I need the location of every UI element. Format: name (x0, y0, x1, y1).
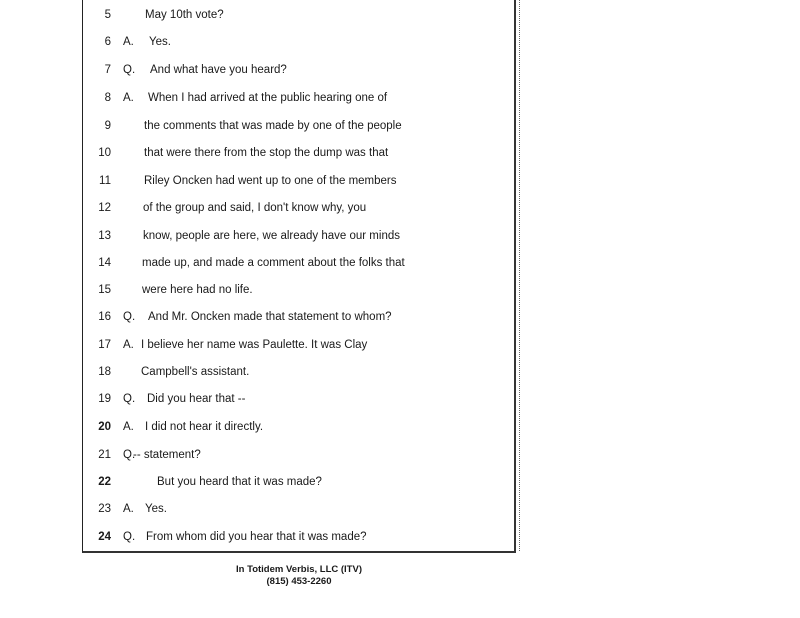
transcript-line (83, 417, 513, 437)
line-number: 17 (98, 339, 111, 351)
line-number: 13 (98, 230, 111, 242)
speaker-label: Q. (123, 311, 136, 323)
line-text: I did not hear it directly. (145, 421, 264, 433)
line-text: May 10th vote? (145, 9, 224, 21)
transcript-line (83, 198, 513, 218)
speaker-label: Q. (123, 64, 136, 76)
line-text: And Mr. Oncken made that statement to whom? (148, 311, 392, 323)
transcript-line (83, 472, 513, 492)
line-text: of the group and said, I don't know why, you (143, 202, 367, 214)
transcript-line (83, 171, 513, 191)
line-number: 10 (98, 147, 111, 159)
speaker-label: Q. (123, 393, 136, 405)
line-number: 23 (98, 503, 111, 515)
transcript-line (83, 307, 513, 327)
line-number: 14 (98, 257, 111, 269)
transcript-line (83, 226, 513, 246)
line-number: 24 (98, 531, 111, 543)
line-number: 12 (98, 202, 111, 214)
line-number: 7 (104, 64, 111, 76)
line-text: I believe her name was Paulette. It was Clay (141, 339, 368, 351)
line-number: 18 (98, 366, 111, 378)
line-text: made up, and made a comment about the folks that (142, 257, 405, 269)
line-text: But you heard that it was made? (157, 476, 322, 488)
line-text: know, people are here, we already have our minds (143, 230, 400, 242)
transcript-line (83, 143, 513, 163)
footer-phone: (815) 453-2260 (266, 576, 332, 587)
line-text: When I had arrived at the public hearing one of (148, 92, 388, 104)
line-text: -- statement? (133, 449, 201, 461)
line-text: Did you hear that -- (147, 393, 246, 405)
line-number: 21 (98, 449, 111, 461)
transcript-line (83, 362, 513, 382)
line-number: 20 (98, 421, 111, 433)
speaker-label: Q. (123, 449, 136, 461)
line-text: From whom did you hear that it was made? (146, 531, 367, 543)
transcript-line (83, 116, 513, 136)
line-number: 9 (104, 120, 111, 132)
line-number: 5 (104, 9, 111, 21)
speaker-label: A. (123, 339, 134, 351)
line-text: that were there from the stop the dump was that (144, 147, 389, 159)
speaker-label: A. (123, 503, 134, 515)
transcript-line (83, 499, 513, 519)
line-text: were here had no life. (142, 284, 253, 296)
line-text: And what have you heard? (150, 64, 287, 76)
transcript-line (83, 60, 513, 80)
transcript-page (82, 0, 516, 553)
line-text: the comments that was made by one of the people (144, 120, 402, 132)
line-text: Riley Oncken had went up to one of the members (144, 175, 397, 187)
transcript-line (83, 32, 513, 52)
line-number: 8 (104, 92, 111, 104)
speaker-label: A. (123, 36, 134, 48)
transcript-line (83, 280, 513, 300)
line-text: Yes. (149, 36, 171, 48)
transcript-line (83, 253, 513, 273)
line-text: Campbell's assistant. (141, 366, 250, 378)
line-number: 19 (98, 393, 111, 405)
line-number: 16 (98, 311, 111, 323)
transcript-line (83, 445, 513, 465)
speaker-label: Q. (123, 531, 136, 543)
transcript-line (83, 389, 513, 409)
transcript-line (83, 88, 513, 108)
line-number: 11 (99, 175, 111, 187)
speaker-label: A. (123, 421, 134, 433)
line-number: 15 (98, 284, 111, 296)
line-text: Yes. (145, 503, 167, 515)
footer-company: In Totidem Verbis, LLC (ITV) (236, 564, 362, 575)
transcript-line (83, 527, 513, 547)
transcript-line (83, 5, 513, 25)
speaker-label: A. (123, 92, 134, 104)
line-number: 22 (98, 476, 111, 488)
transcript-line (83, 335, 513, 355)
line-number: 6 (104, 36, 111, 48)
transcript-footer (190, 564, 408, 588)
